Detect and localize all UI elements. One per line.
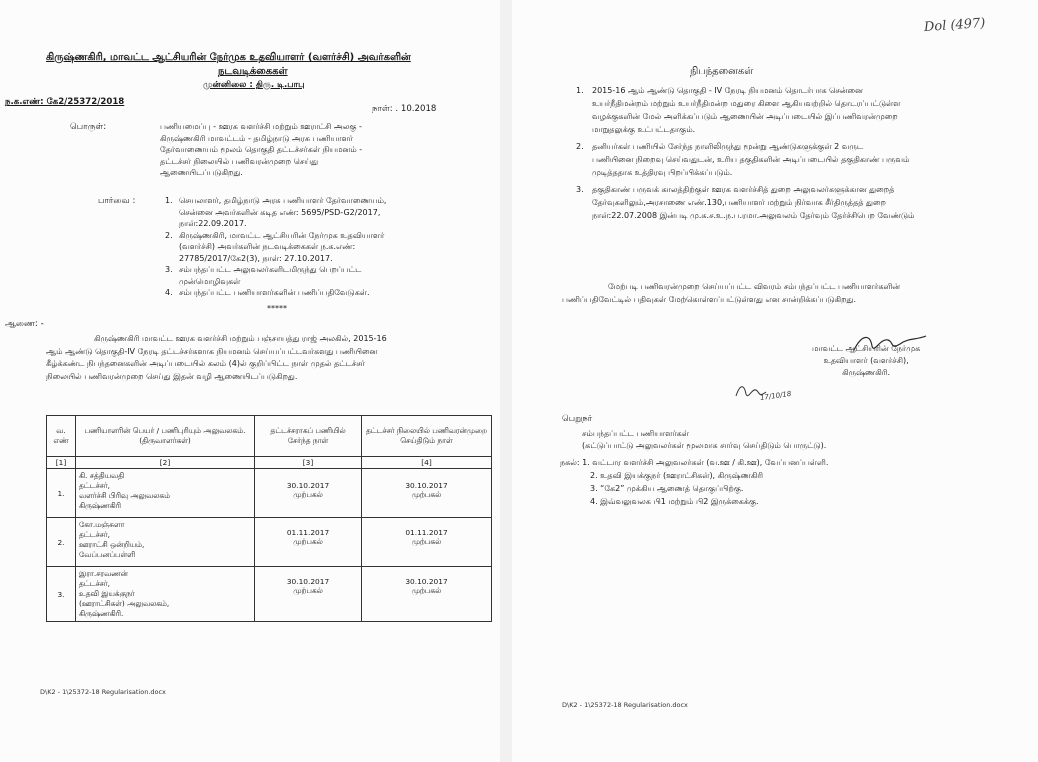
reference-item <box>165 264 386 287</box>
file-path-footer: D\K2 - 1\25372-18 Regularisation.docx <box>40 688 166 696</box>
name-line: வேப்பனப்பள்ளி <box>79 550 136 559</box>
regularised-date: 30.10.2017 <box>405 577 448 586</box>
name-line: வளர்ச்சி பிரிவு அலுவலகம் <box>79 491 171 500</box>
name-line: தட்டச்சர், <box>79 481 110 490</box>
conditions-list <box>576 84 914 222</box>
regularised-date: 01.11.2017 <box>405 528 448 537</box>
serial-cell: 3. <box>47 567 76 622</box>
reference-number: 2. <box>165 230 173 240</box>
references-list <box>165 195 386 299</box>
column-header: தட்டச்சர் நிலையில் பணிவரன்முறை செய்திடும் நாள் <box>362 416 492 457</box>
recipient-line: (கட்டுப்பாட்டு அலுவலர்கள் மூலமாக சார்வு செய்திடும் பொருட்டு). <box>582 441 827 450</box>
subject-line: தேர்வாணையம் மூலம் தொகுதி தட்டச்சர்கள் நியமனம் - <box>160 145 363 154</box>
recipient-block <box>582 428 826 452</box>
column-index: [4] <box>362 457 492 469</box>
reference-line: கிருஷ்ணகிரி, மாவட்ட ஆட்சியரின் நேர்முக உதவியாளர் <box>179 230 385 240</box>
joined-cell <box>255 567 362 622</box>
copy-line: 3. “கே2” முக்கிய ஆணைத் தொகுப்பிற்கு. <box>590 484 744 493</box>
order-title: கிருஷ்ணகிரி, மாவட்ட ஆட்சியரின் நேர்முக உதவியாளர் (வளர்ச்சி) அவர்களின் <box>46 52 411 63</box>
reference-item <box>165 195 386 230</box>
table-row <box>47 567 492 622</box>
name-line: தட்டச்சர், <box>79 579 110 588</box>
joined-session: முற்பகல் <box>293 586 323 595</box>
condition-line: முடித்ததாக உத்திரவு பிறப்பிக்கப்படும். <box>592 168 733 177</box>
column-index: [1] <box>47 457 76 469</box>
reference-line: சம்பந்தப்பட்ட பணியாளர்களின் பணிப்பதிவேடுகள். <box>179 288 370 297</box>
copy-list <box>560 456 828 508</box>
copy-line: 4. இவ்வலுவலக பி1 மற்றும் பி2 இருக்கைக்கு. <box>590 497 759 506</box>
right-page <box>512 0 1038 762</box>
subject-line: கிருஷ்ணகிரி மாவட்டம் - தமிழ்நாடு அரசு பணியாளர் <box>160 133 353 143</box>
condition-line: உயர்நீதிமன்றம் மற்றும் உயர்நீதிமன்ற மதுரை கிளை ஆகியவற்றில் தொடரப்பட்டுள்ள <box>592 99 901 108</box>
reference-line: சம்பந்தப்பட்ட அலுவலர்களிடமிருந்து பெறப்பட்ட <box>179 265 362 274</box>
name-line: தட்டச்சர், <box>79 530 110 539</box>
regularised-cell <box>362 567 492 622</box>
column-index: [2] <box>76 457 255 469</box>
order-title-line2: நடவடிக்கைகள் <box>218 66 288 77</box>
condition-number: 2. <box>576 142 584 151</box>
name-line: கிருஷ்ணகிரி <box>79 501 121 510</box>
file-path-footer: D\K2 - 1\25372-18 Regularisation.docx <box>562 701 688 709</box>
reference-line: (வளர்ச்சி) அவர்களின் நடவடிக்கைகள் ந.க.எண்: <box>179 242 356 251</box>
joined-cell <box>255 518 362 567</box>
condition-line: 2015-16 ஆம் ஆண்டு தொகுதி - IV நேரடி நியமனம் தொடர்பாக சென்னை <box>592 86 863 95</box>
order-line: ஆம் ஆண்டு தொகுதி-IV நேரடி தட்டச்சர்களாக நியமனம் செய்யப்பட்டவர்களது பணியினை <box>46 346 378 356</box>
reference-item <box>165 230 386 265</box>
reference-number: ந.க.எண்: கே2/25372/2018 <box>5 97 125 107</box>
signatory-line: மாவட்ட ஆட்சியரின் நேர்முக <box>812 344 921 353</box>
condition-line: மாறுதலுக்கு உட்பட்டதாகும். <box>592 125 696 134</box>
condition-line: வழக்குகளின் மேல் அளிக்கப்படும் ஆணையின் அடிப்படையில் இப்பணிவரன்முறை <box>592 112 898 121</box>
name-line: உதவி இயக்குநர் <box>79 589 135 598</box>
copy-line: 2. உதவி இயக்குநர் (ஊராட்சிகள்), கிருஷ்ணகிரி <box>590 471 764 480</box>
regularised-session: முற்பகல் <box>411 537 442 546</box>
condition-line: தகுதிகாண் பருவக் காலத்திற்குள் ஊரக வளர்ச்சித் துறை அலுவலர்களுக்கான துறைத் <box>592 185 895 194</box>
name-cell <box>76 469 255 518</box>
reference-number: 4. <box>165 288 173 297</box>
column-header: பணியாளரின் பெயர் / பணிபுரியும் அலுவலகம். (திருவாளர்கள்) <box>76 416 255 457</box>
table-row <box>47 469 492 518</box>
reference-number: 1. <box>165 196 173 205</box>
regularised-cell <box>362 518 492 567</box>
regularised-date: 30.10.2017 <box>405 481 448 490</box>
recipient-line: சம்பந்தப்பட்ட பணியாளர்கள் <box>582 429 689 438</box>
column-header: வ. எண் <box>47 416 76 457</box>
order-paragraph <box>46 333 387 383</box>
reference-line: செயலாளர், தமிழ்நாடு அரசு பணியாளர் தேர்வாணையம், <box>179 196 387 205</box>
name-cell <box>76 518 255 567</box>
column-index: [3] <box>255 457 362 469</box>
reference-line: முன்மொழிவுகள் <box>179 276 241 286</box>
certification-note <box>562 280 900 306</box>
joined-cell <box>255 469 362 518</box>
name-line: இரா.சரவணன் <box>79 569 128 578</box>
joined-session: முற்பகல் <box>293 537 323 546</box>
table-header-row <box>47 416 492 457</box>
order-label: ஆணை: - <box>5 319 44 329</box>
reference-item <box>165 287 386 299</box>
regularisation-table <box>46 415 492 622</box>
joined-date: 30.10.2017 <box>286 481 330 490</box>
condition-line: நாள்:22.07.2008 இன்படி மு.க.ச.உ.ந.ப.ரமா.அலுவலம் தேர்வும் தேர்ச்சிபெற வேண்டும் <box>592 211 915 220</box>
condition-line: பணியினை நிறைவு செய்வதுடன், உரிய தகுதிகளின் அடிப்படையில் தகுதிகாண் பருவம் <box>592 155 910 164</box>
initial-date-note: 17/10/18 <box>759 389 792 403</box>
reference-line: நாள்:22.09.2017. <box>179 219 247 228</box>
note-line: பணிப்பதிவேட்டில் பதிவுகள் மேற்கொள்ளப்பட்டுள்ளது என சான்றிக்கப்படுகிறது. <box>562 295 857 304</box>
left-page <box>0 0 500 762</box>
separator-stars: ***** <box>267 304 287 313</box>
handwritten-corner-note: Dol (497) <box>923 15 986 36</box>
serial-cell: 2. <box>47 518 76 567</box>
joined-session: முற்பகல் <box>293 490 323 499</box>
column-header: தட்டச்சராகப் பணியில் சேர்ந்த நாள் <box>255 416 362 457</box>
name-line: (ஊராட்சிகள்) அலுவலகம், <box>79 599 170 608</box>
regularised-cell <box>362 469 492 518</box>
condition-number: 3. <box>576 185 584 194</box>
references-label: பார்வை : <box>98 196 136 206</box>
condition-line: தனியர்கள் பணியில் சேர்ந்த நாளிலிருந்து மூன்று ஆண்டுகளுக்குள் 2 வருட <box>592 142 864 151</box>
subject-line: பணியமைப்பு - ஊரக வளர்ச்சி மற்றும் ஊராட்சி அலகு - <box>160 122 362 131</box>
reference-line: சென்னை அவர்களின் கடித எண்: 5695/PSD-G2/2017, <box>179 207 381 217</box>
subject-label: பொருள்: <box>70 122 107 132</box>
table-row <box>47 518 492 567</box>
signatory-block <box>812 343 920 379</box>
regularised-session: முற்பகல் <box>411 586 442 595</box>
name-line: ஊராட்சி ஒன்றியம், <box>79 540 145 549</box>
joined-date: 30.10.2017 <box>286 577 330 586</box>
note-line: மேற்படி பணிவரன்முறை செய்யப்பட்ட விவரம் சம்பந்தப்பட்ட பணியாளர்களின் <box>608 282 901 291</box>
page-gutter <box>500 0 512 762</box>
order-line: நிலையில் பணிவரன்முறை செய்து இதன் வழி ஆணையிடப்படுகிறது. <box>46 371 298 381</box>
table-index-row <box>47 457 492 469</box>
regularised-session: முற்பகல் <box>411 490 442 499</box>
order-line: கிருஷ்ணகிரி மாவட்ட ஊரக வளர்ச்சி மற்றும் பஞ்சாயத்து ராஜ் அலகில், 2015-16 <box>94 334 387 343</box>
condition-item <box>576 140 914 179</box>
joined-date: 01.11.2017 <box>286 528 330 537</box>
order-date: நாள்: . 10.2018 <box>372 104 437 114</box>
name-cell <box>76 567 255 622</box>
subject-line: ஆணையிடப்படுகிறது. <box>160 168 243 177</box>
name-line: கோ.மஞ்சுளா <box>79 520 125 529</box>
reference-number: 3. <box>165 265 173 274</box>
signatory-line: கிருஷ்ணகிரி. <box>842 368 891 377</box>
serial-cell: 1. <box>47 469 76 518</box>
condition-line: தேர்வுகளிலும்,அரசாணை எண்.130,பணியாளர் மற்றும் நிர்வாக சீர்திருத்தத் துறை <box>592 198 887 207</box>
subject-text <box>160 121 362 179</box>
name-line: கி. சத்தியவதி <box>79 471 125 480</box>
recipient-label: பெறுநர் <box>562 414 593 424</box>
subject-line: தட்டச்சர் நிலையில் பணிவரன்முறை செய்து <box>160 156 319 166</box>
condition-number: 1. <box>576 86 584 95</box>
conditions-title: நிபந்தனைகள் <box>690 66 754 77</box>
condition-item <box>576 183 914 222</box>
signatory-line: உதவியாளர் (வளர்ச்சி), <box>823 356 909 365</box>
copy-line: நகல்: 1. வட்டார வளர்ச்சி அலுவலர்கள் (வ.ஊ / கி.ஊ), வேப்பனப்பள்ளி. <box>560 458 829 467</box>
condition-item <box>576 84 914 136</box>
presence-line: முன்னிலை : திரு. டி.பாபு <box>203 80 305 90</box>
order-line: கீழ்க்கண்ட நிபந்தனைகளின் அடிப்படையில் கலம் (4)ல் குறிப்பிட்ட நாள் முதல் தட்டச்சர் <box>46 359 365 368</box>
reference-line: 27785/2017/கே2(3), நாள்: 27.10.2017. <box>179 253 333 263</box>
name-line: கிருஷ்ணகிரி. <box>79 609 124 618</box>
